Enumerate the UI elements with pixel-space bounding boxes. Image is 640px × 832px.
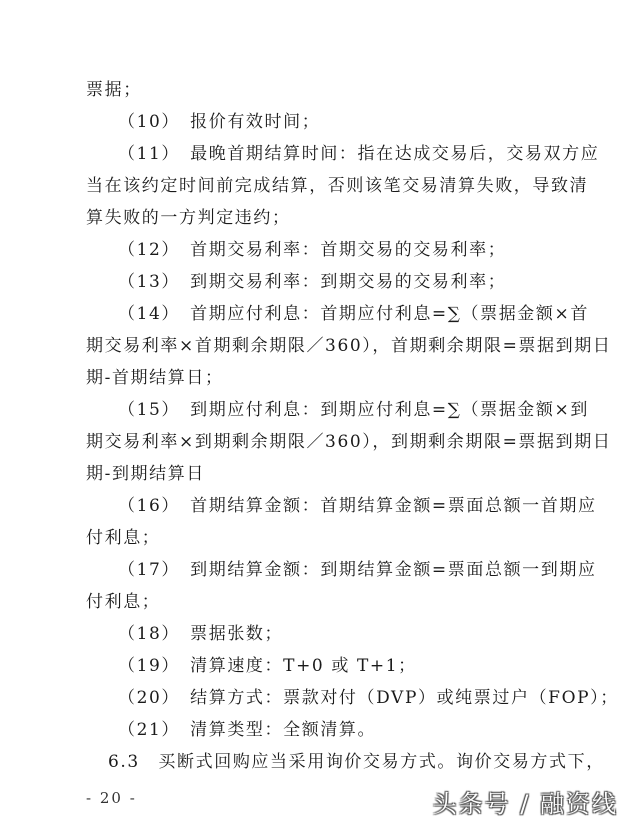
- text-line: 票据；: [86, 80, 142, 100]
- text-line: （11） 最晚首期结算时间：指在达成交易后，交易双方应: [118, 144, 600, 164]
- text-line: 付利息；: [86, 592, 161, 612]
- text-line: （19） 清算速度：T+0 或 T+1；: [118, 656, 417, 676]
- text-line: （12） 首期交易利率：首期交易的交易利率；: [118, 240, 507, 260]
- watermark: 头条号 / 融资线: [432, 790, 618, 818]
- text-line: （15） 到期应付利息：到期应付利息=∑（票据金额×到: [118, 400, 589, 420]
- text-line: （13） 到期交易利率：到期交易的交易利率；: [118, 272, 507, 292]
- text-line: 当在该约定时间前完成结算，否则该笔交易清算失败，导致清: [86, 176, 589, 196]
- text-line: 期-到期结算日: [86, 464, 205, 484]
- text-line: （16） 首期结算金额：首期结算金额=票面总额一首期应: [118, 496, 597, 516]
- page-number: - 20 -: [86, 789, 137, 807]
- text-line: （20） 结算方式：票款对付（DVP）或纯票过户（FOP）；: [118, 688, 619, 708]
- text-line: （10） 报价有效时间；: [118, 112, 321, 132]
- text-line: 算失败的一方判定违约；: [86, 208, 291, 228]
- text-line: 付利息；: [86, 528, 161, 548]
- text-line: （17） 到期结算金额：到期结算金额=票面总额一到期应: [118, 560, 597, 580]
- text-line: 期-首期结算日；: [86, 368, 224, 388]
- section-heading-line: 6.3 买断式回购应当采用询价交易方式。询价交易方式下，: [108, 752, 605, 772]
- text-line: （18） 票据张数；: [118, 624, 284, 644]
- text-line: 期交易利率×到期剩余期限／360），到期剩余期限=票据到期日: [86, 432, 612, 452]
- text-line: （21） 清算类型：全额清算。: [118, 720, 377, 740]
- text-line: （14） 首期应付利息：首期应付利息=∑（票据金额×首: [118, 304, 589, 324]
- text-line: 期交易利率×首期剩余期限／360），首期剩余期限=票据到期日: [86, 336, 612, 356]
